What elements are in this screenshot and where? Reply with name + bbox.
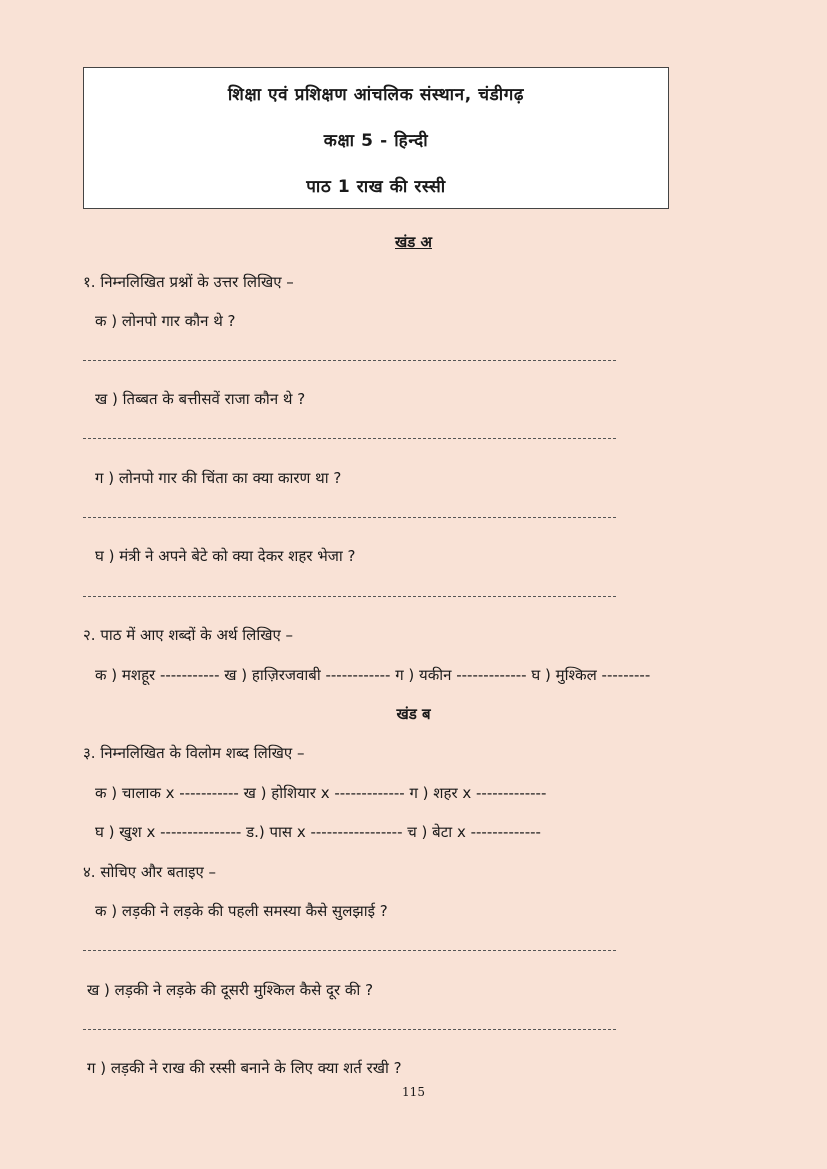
answer-line[interactable]	[83, 950, 616, 951]
answer-line[interactable]	[83, 596, 616, 597]
institute-title: शिक्षा एवं प्रशिक्षण आंचलिक संस्थान, चंडीगढ़	[227, 85, 525, 105]
section-a-heading: खंड अ	[395, 233, 432, 251]
header-box	[83, 67, 669, 209]
question-3-title: ३. निम्नलिखित के विलोम शब्द लिखिए –	[83, 744, 305, 762]
question-4c: ग ) लड़की ने राख की रस्सी बनाने के लिए क्या शर्त रखी ?	[87, 1059, 402, 1077]
question-2-words: क ) मशहूर ----------- ख ) हाज़िरजवाबी ------------ ग ) यकीन ------------- घ ) मुश्किल ---------	[95, 666, 651, 684]
answer-line[interactable]	[83, 1029, 616, 1030]
question-4-title: ४. सोचिए और बताइए –	[83, 863, 217, 881]
question-1d: घ ) मंत्री ने अपने बेटे को क्या देकर शहर भेजा ?	[95, 547, 356, 565]
answer-line[interactable]	[83, 438, 616, 439]
question-1c: ग ) लोनपो गार की चिंता का क्या कारण था ?	[95, 469, 342, 487]
class-title: कक्षा 5 - हिन्दी	[323, 131, 429, 151]
answer-line[interactable]	[83, 517, 616, 518]
question-1-title: १. निम्नलिखित प्रश्नों के उत्तर लिखिए –	[83, 273, 294, 291]
section-b-heading: खंड ब	[396, 705, 431, 723]
answer-line[interactable]	[83, 360, 616, 361]
question-3-line-2: घ ) खुश x --------------- ड.) पास x ----------------- च ) बेटा x -------------	[95, 823, 541, 841]
page-number: 115	[402, 1085, 425, 1099]
question-3-line-1: क ) चालाक x ----------- ख ) होशियार x ------------- ग ) शहर x -------------	[95, 784, 547, 802]
question-2-title: २. पाठ में आए शब्दों के अर्थ लिखिए –	[83, 626, 294, 644]
question-1b: ख ) तिब्बत के बत्तीसवें राजा कौन थे ?	[95, 390, 306, 408]
question-1a: क ) लोनपो गार कौन थे ?	[95, 312, 236, 330]
question-4a: क ) लड़की ने लड़के की पहली समस्या कैसे सुलझाई ?	[95, 902, 388, 920]
question-4b: ख ) लड़की ने लड़के की दूसरी मुश्किल कैसे दूर की ?	[87, 981, 374, 999]
lesson-title: पाठ 1 राख की रस्सी	[306, 177, 446, 197]
